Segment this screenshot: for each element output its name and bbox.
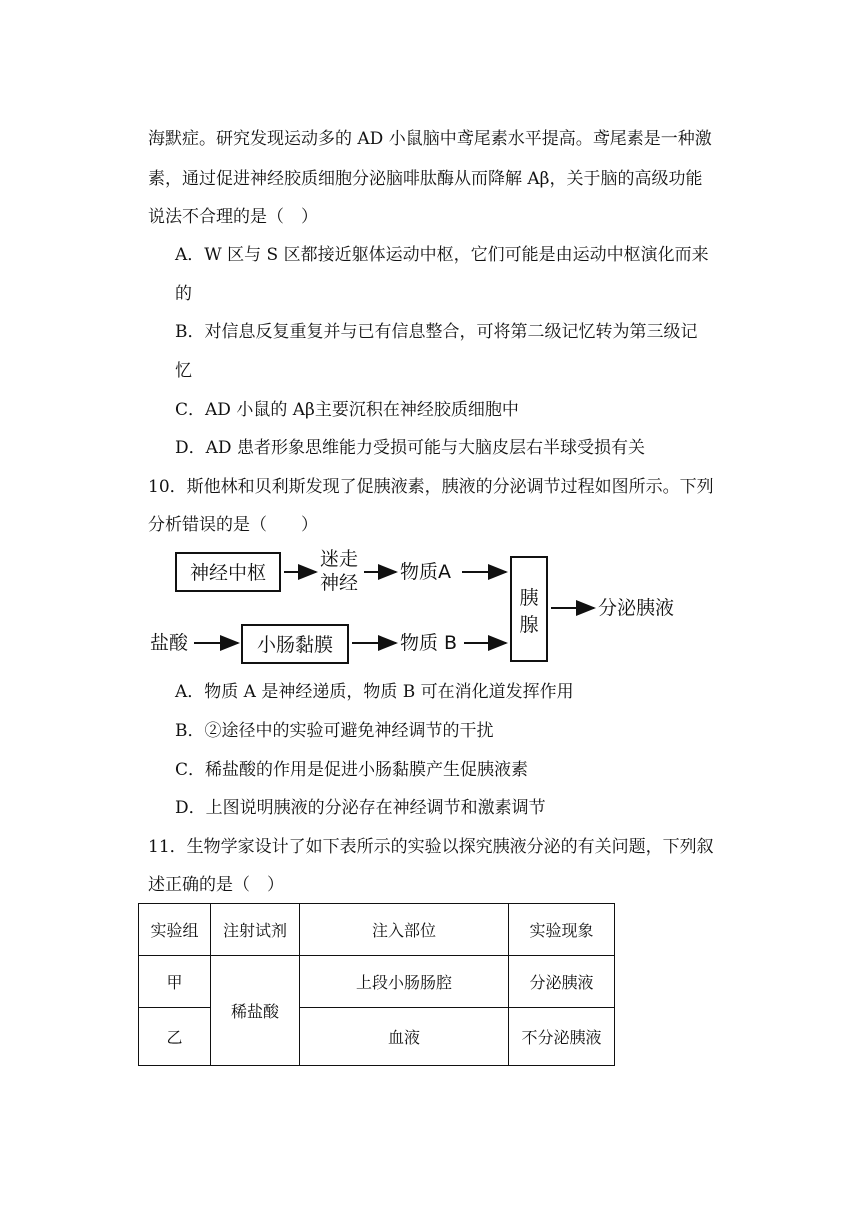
experiment-table [138,903,615,1066]
substance-b-label: 物质 B [400,632,458,654]
row-2-group: 乙 [139,1008,211,1066]
row-1-result: 分泌胰液 [509,956,615,1008]
reagent-cell: 稀盐酸 [211,956,300,1066]
q9-option-b: B．对信息反复重复并与已有信息整合，可将第二级记忆转为第三级记 [175,322,698,342]
q9-stem-line-3: 说法不合理的是（ ） [148,207,318,227]
neural-center-label: 神经中枢 [189,562,267,584]
q10-option-c: C．稀盐酸的作用是促进小肠黏膜产生促胰液素 [175,760,529,780]
pancreas-label-2: 腺 [519,614,539,636]
q9-option-a: A．W 区与 S 区都接近躯体运动中枢，它们可能是由运动中枢演化而来 [175,245,709,265]
row-2-result: 不分泌胰液 [509,1008,615,1066]
vagus-label-2: 神经 [320,572,359,594]
q9-option-b-cont: 忆 [175,361,192,381]
intestinal-mucosa-label: 小肠黏膜 [256,634,334,656]
pancreatic-secretion-diagram [150,545,710,670]
header-result: 实验现象 [509,904,615,956]
output-label: 分泌胰液 [598,597,675,619]
hcl-label: 盐酸 [150,632,189,654]
vagus-label-1: 迷走 [320,548,359,570]
pancreas-label-1: 胰 [519,587,539,609]
header-site: 注入部位 [300,904,509,956]
header-group: 实验组 [139,904,211,956]
q9-option-a-cont: 的 [175,284,192,304]
q9-stem-line-1: 海默症。研究发现运动多的 AD 小鼠脑中鸢尾素水平提高。鸢尾素是一种激 [148,129,712,149]
q10-stem-line-1: 10．斯他林和贝利斯发现了促胰液素，胰液的分泌调节过程如图所示。下列 [148,477,714,497]
row-1-site: 上段小肠肠腔 [300,956,509,1008]
q10-option-a: A．物质 A 是神经递质，物质 B 可在消化道发挥作用 [175,682,574,702]
q10-option-d: D．上图说明胰液的分泌存在神经调节和激素调节 [175,798,546,818]
q9-option-d: D．AD 患者形象思维能力受损可能与大脑皮层右半球受损有关 [175,438,645,458]
pancreas-box [511,557,547,661]
q10-option-b: B．②途径中的实验可避免神经调节的干扰 [175,721,494,741]
q11-stem-line-2: 述正确的是（ ） [148,875,284,895]
table-row [139,1008,615,1066]
q10-stem-line-2: 分析错误的是（ ） [148,515,318,535]
table-row [139,956,615,1008]
row-2-site: 血液 [300,1008,509,1066]
substance-a-label: 物质A [400,561,451,583]
table-header-row [139,904,615,956]
q9-stem-line-2: 素，通过促进神经胶质细胞分泌脑啡肽酶从而降解 Aβ，关于脑的高级功能 [148,169,703,189]
q11-stem-line-1: 11．生物学家设计了如下表所示的实验以探究胰液分泌的有关问题，下列叙 [148,837,714,857]
row-1-group: 甲 [139,956,211,1008]
q9-option-c: C．AD 小鼠的 Aβ主要沉积在神经胶质细胞中 [175,400,519,420]
header-reagent: 注射试剂 [211,904,300,956]
